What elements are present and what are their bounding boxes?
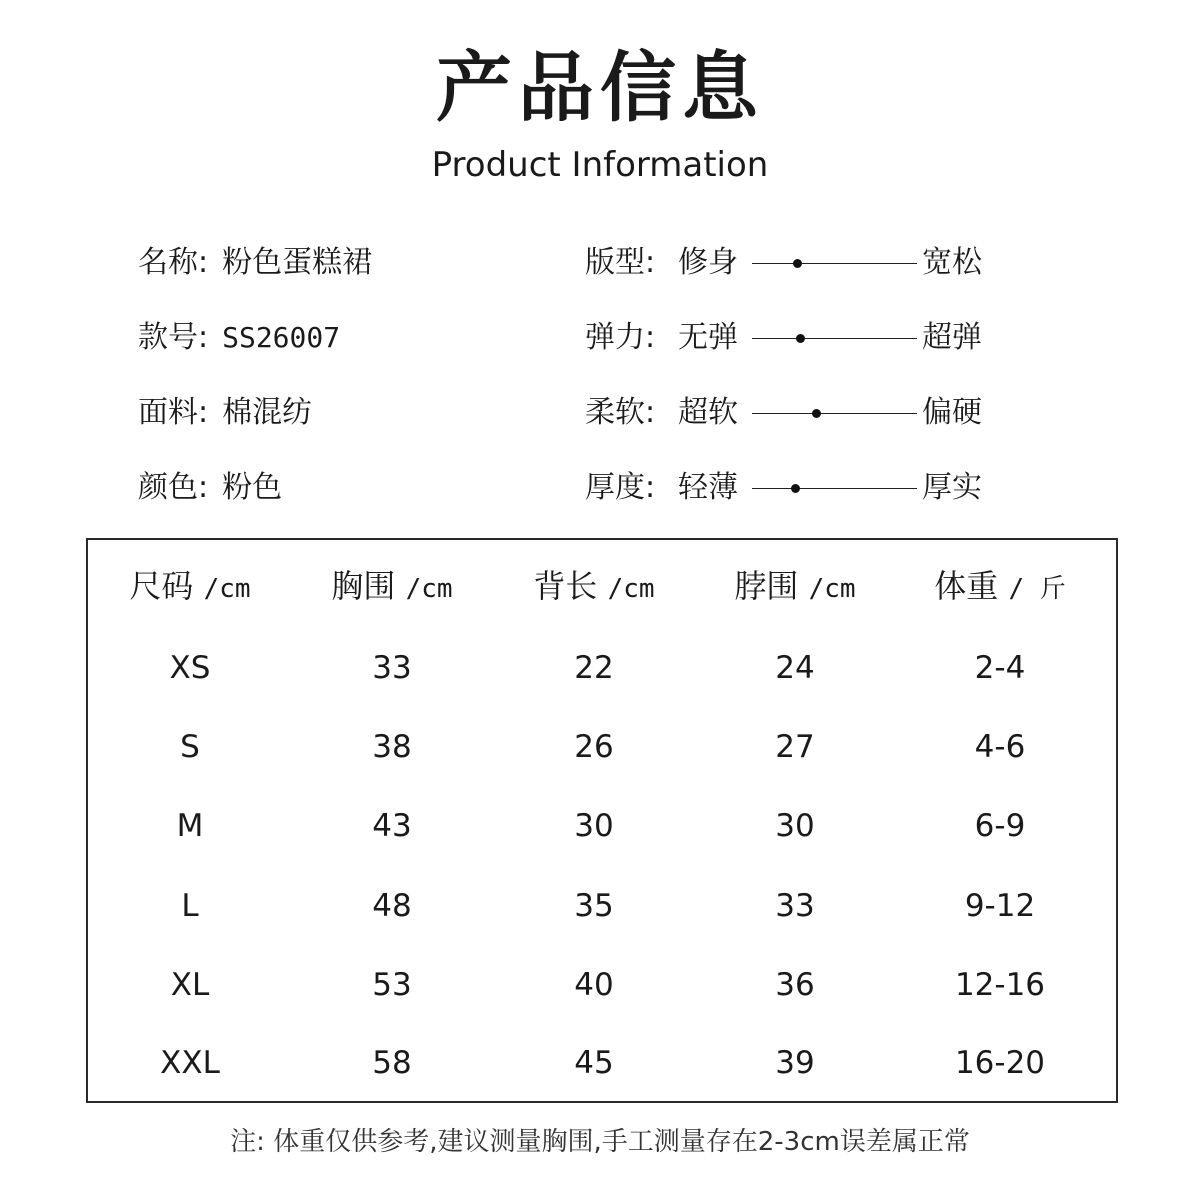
size-label-cell: S: [180, 729, 200, 765]
header-unit: / 斤: [1008, 574, 1066, 604]
info-value: 棉混纺: [222, 395, 313, 430]
table-cell: 40: [574, 967, 614, 1003]
scale-low-label: 超软: [678, 395, 738, 430]
info-label: 名称:: [138, 245, 209, 280]
header-unit: /cm: [405, 574, 453, 604]
header-unit: /cm: [203, 574, 251, 604]
header-name: 背长: [533, 567, 598, 605]
table-header-cell: [494, 566, 694, 609]
scale-marker: [793, 259, 802, 268]
table-cell: 12-16: [954, 967, 1046, 1003]
scale-track: [752, 413, 917, 414]
table-header-cell: [292, 566, 492, 609]
info-value: 粉色: [222, 470, 283, 505]
size-label-cell: L: [181, 888, 199, 924]
scale-marker: [796, 334, 805, 343]
scale-track: [752, 263, 917, 264]
table-cell: 33: [775, 888, 815, 924]
scale-label: 弹力:: [585, 320, 656, 355]
table-header-cell: [695, 566, 895, 609]
scale-track: [752, 488, 917, 489]
page-title: 产品信息: [436, 43, 764, 132]
info-label: 款号:: [138, 320, 209, 355]
header-name: 尺码: [129, 567, 194, 605]
size-label-cell: M: [176, 808, 204, 844]
table-cell: 16-20: [954, 1045, 1046, 1081]
header-name: 脖围: [734, 567, 799, 605]
table-cell: 38: [372, 729, 412, 765]
table-cell: 39: [775, 1045, 815, 1081]
info-value: 粉色蛋糕裙: [222, 245, 373, 280]
info-label: 颜色:: [138, 470, 209, 505]
table-cell: 2-4: [974, 650, 1026, 686]
scale-fit: [0, 243, 1200, 283]
table-cell: 26: [574, 729, 614, 765]
scale-label: 厚度:: [585, 470, 656, 505]
table-cell: 30: [775, 808, 815, 844]
table-cell: 43: [372, 808, 412, 844]
table-cell: 36: [775, 967, 815, 1003]
scale-high-label: 厚实: [922, 470, 982, 505]
scale-low-label: 修身: [678, 245, 738, 280]
scale-thickness: [0, 468, 1200, 508]
table-header-cell: [90, 566, 290, 609]
scale-track: [752, 338, 917, 339]
page-subtitle: Product Information: [431, 145, 769, 185]
size-label-cell: XL: [170, 967, 210, 1003]
scale-marker: [791, 484, 800, 493]
table-cell: 53: [372, 967, 412, 1003]
scale-marker: [812, 409, 821, 418]
scale-high-label: 偏硬: [922, 395, 982, 430]
scale-low-label: 轻薄: [678, 470, 738, 505]
table-cell: 6-9: [974, 808, 1026, 844]
table-cell: 9-12: [964, 888, 1036, 924]
scale-label: 版型:: [585, 245, 656, 280]
scale-high-label: 超弹: [922, 320, 982, 355]
table-cell: 22: [574, 650, 614, 686]
info-label: 面料:: [138, 395, 209, 430]
scale-high-label: 宽松: [922, 245, 982, 280]
header-unit: /cm: [808, 574, 856, 604]
header-name: 体重: [934, 567, 999, 605]
table-cell: 48: [372, 888, 412, 924]
table-cell: 24: [775, 650, 815, 686]
scale-low-label: 无弹: [678, 320, 738, 355]
table-cell: 4-6: [974, 729, 1026, 765]
info-value: SS26007: [222, 321, 341, 354]
table-cell: 27: [775, 729, 815, 765]
table-cell: 30: [574, 808, 614, 844]
table-header-cell: [900, 566, 1100, 609]
table-cell: 58: [372, 1045, 412, 1081]
table-cell: 45: [574, 1045, 614, 1081]
scale-label: 柔软:: [585, 395, 656, 430]
header-unit: /cm: [607, 574, 655, 604]
scale-softness: [0, 393, 1200, 433]
table-cell: 33: [372, 650, 412, 686]
header-name: 胸围: [331, 567, 396, 605]
size-label-cell: XS: [169, 650, 211, 686]
scale-elasticity: [0, 318, 1200, 358]
table-cell: 35: [574, 888, 614, 924]
size-label-cell: XXL: [160, 1045, 220, 1081]
footnote: 注: 体重仅供参考,建议测量胸围,手工测量存在2-3cm误差属正常: [230, 1127, 970, 1157]
